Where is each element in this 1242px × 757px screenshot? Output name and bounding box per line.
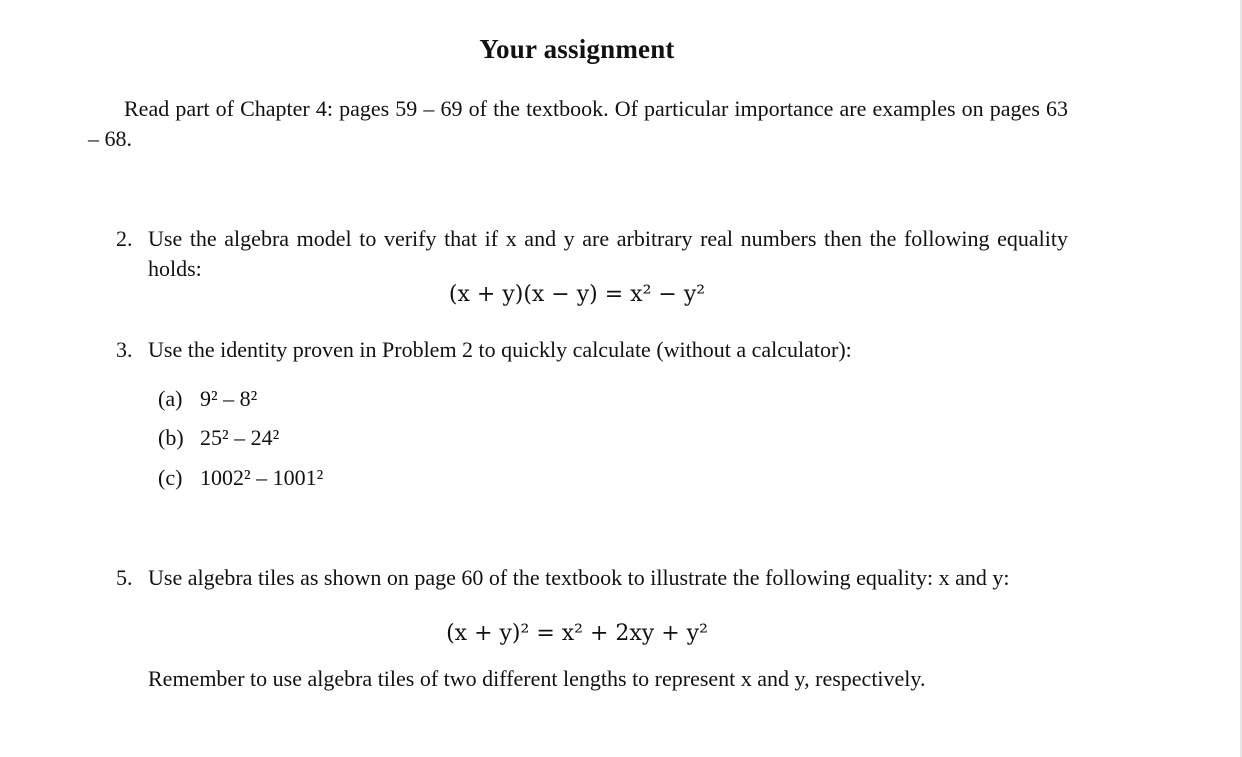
subitem-expr: 1002² – 1001² xyxy=(200,465,324,490)
note-text: Remember to use algebra tiles of two different lengths to represent x and y, respectively. xyxy=(148,666,926,691)
problem-5-note xyxy=(88,664,1068,694)
subitem-a xyxy=(158,384,257,414)
subitem-c xyxy=(158,463,323,493)
subitem-b xyxy=(158,423,279,453)
subitem-expr: 25² – 24² xyxy=(200,425,280,450)
subitem-label: (c) xyxy=(158,465,183,490)
problem-number: 3. xyxy=(116,337,133,362)
problem-3 xyxy=(88,335,1068,365)
equation-square-of-sum: (x + y)² = x² + 2xy + y² xyxy=(446,621,708,646)
intro-text: Read part of Chapter 4: pages 59 – 69 of the textbook. Of particular importance are examples on pages 63 – 68. xyxy=(88,96,1068,151)
subitem-label: (a) xyxy=(158,386,183,411)
problem-text: Use the identity proven in Problem 2 to quickly calculate (without a calculator): xyxy=(148,337,852,362)
subitem-label: (b) xyxy=(158,425,184,450)
problem-text: Use the algebra model to verify that if x and y are arbitrary real numbers then the following equality holds: xyxy=(148,226,1068,281)
problem-5 xyxy=(88,563,1068,593)
problem-2 xyxy=(88,224,1068,284)
problem-text: Use algebra tiles as shown on page 60 of the textbook to illustrate the following equality: x and y: xyxy=(148,565,1010,590)
equation-difference-of-squares: (x + y)(x − y) = x² − y² xyxy=(448,282,706,307)
page-title: Your assignment xyxy=(479,34,675,64)
subitem-expr: 9² – 8² xyxy=(200,386,258,411)
problem-number: 5. xyxy=(116,565,133,590)
problem-number: 2. xyxy=(116,226,133,251)
intro-paragraph xyxy=(88,94,1068,154)
